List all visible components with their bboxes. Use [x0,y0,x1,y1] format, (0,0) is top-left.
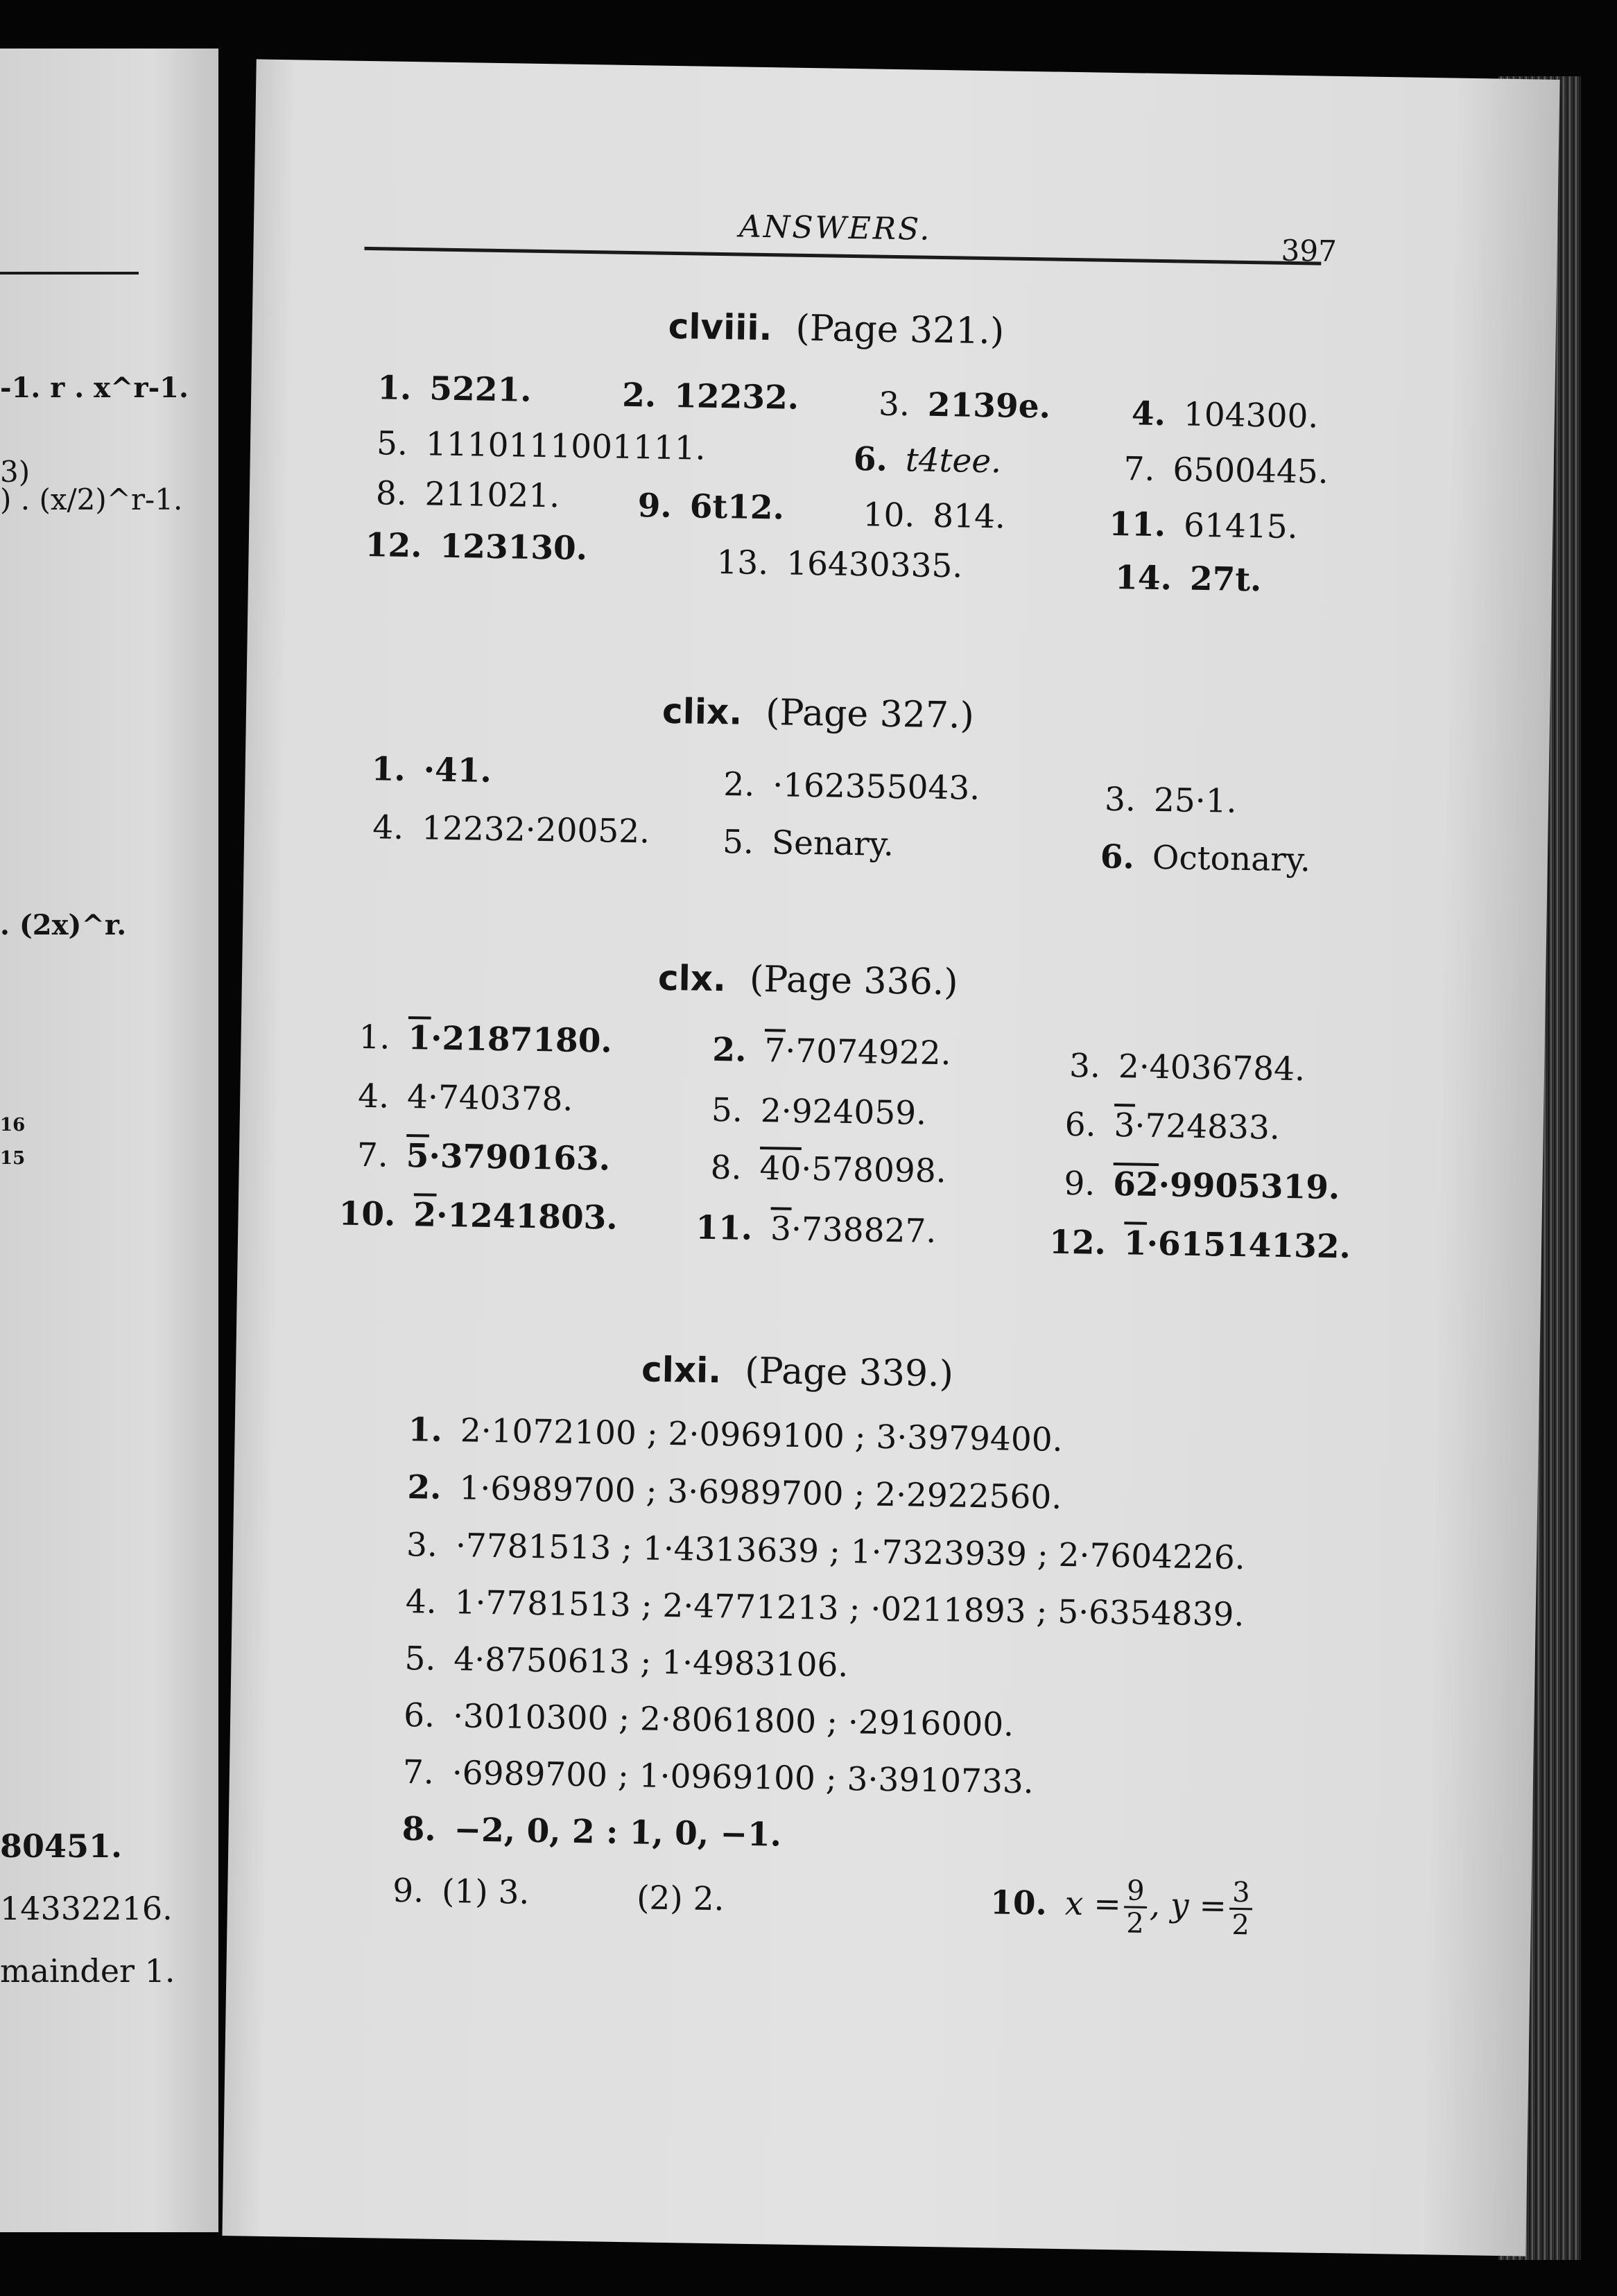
answer-item: 12. 123130. [365,525,588,568]
left-fragment: 14332216. [0,1890,173,1927]
answer-item: 3. 2·4036784. [1069,1047,1306,1089]
page-number: 397 [1281,233,1338,268]
answer-item: 4. 104300. [1131,394,1319,436]
answer-item: 7. 6500445. [1123,450,1329,492]
answer-item: 1. ·41. [371,750,492,790]
answer-item: 9. (1) 3. [392,1871,530,1912]
answer-item: 6. ·3010300 ; 2·8061800 ; ·2916000. [403,1696,1014,1744]
left-page-fragment [0,49,218,2232]
book-page [222,59,1559,2256]
answer-item: 4. 12232·20052. [372,808,650,851]
page-reference: (Page 336.) [749,958,959,1004]
answer-item: 1. 2·1072100 ; 2·0969100 ; 3·3979400. [408,1411,1064,1459]
answer-item: 7. ·6989700 ; 1·0969100 ; 3·3910733. [402,1753,1035,1802]
answer-item: 4. 4·740378. [357,1077,573,1119]
answer-item: 8. 211021. [375,474,560,516]
section-heading-clix [662,690,975,737]
section-label: clxi. [641,1349,722,1391]
left-fragment: . (2x)^r. [0,909,127,941]
answer-item: 2. ·162355043. [723,765,980,808]
header-rule [364,247,1321,266]
answer-item: 1. 5221. [377,369,533,410]
page-reference: (Page 327.) [765,692,975,737]
answer-item: 5. 2·924059. [711,1090,927,1133]
section-label: clviii. [668,306,773,349]
left-fragment: 15 [0,1148,26,1169]
left-fragment: mainder 1. [0,1952,175,1990]
answer-item: 6. 3·724833. [1064,1105,1281,1147]
answer-item: (2) 2. [636,1879,725,1919]
answer-item: 5. Senary. [722,823,894,864]
section-label: clx. [657,957,727,1000]
answer-item: 10. 814. [863,496,1006,537]
answer-item: 10. 2·1241803. [338,1194,619,1237]
answer-item: 5. 1110111001111. [376,424,706,468]
answer-item: 7. 5·3790163. [356,1136,611,1179]
answer-item: 1. 1·2187180. [358,1018,613,1061]
left-fragment: 80451. [0,1827,123,1865]
answer-item: 2. 12232. [621,376,799,417]
left-fragment: 3) [0,455,31,489]
answer-item: 8. 40·578098. [710,1148,947,1191]
answer-item: 11. 3·738827. [695,1208,937,1251]
answer-item: 3. ·7781513 ; 1·4313639 ; 1·7323939 ; 2·7604226. [406,1526,1246,1578]
running-title: ANSWERS. [738,209,932,247]
answer-item: 2. 7·7074922. [711,1030,951,1073]
answer-item: 6. Octonary. [1100,837,1311,880]
answer-item: 6. t4tee. [853,440,1002,481]
page-reference: (Page 321.) [795,307,1005,353]
left-fragment: -1. r . x^r-1. [0,372,189,404]
left-fragment: ) . (x/2)^r-1. [0,482,183,516]
page-reference: (Page 339.) [744,1350,954,1395]
section-label: clix. [662,690,743,733]
answer-item: 2. 1·6989700 ; 3·6989700 ; 2·2922560. [407,1468,1062,1517]
section-heading-clviii [668,306,1005,353]
fraction: $\frac{9}{2}$ [1123,1875,1148,1939]
answer-item: 3. 2139e. [878,385,1051,426]
answer-item: 13. 16430335. [716,543,963,586]
answer-item: 3. 25·1. [1104,780,1238,821]
answer-item: 12. 1·61514132. [1048,1223,1351,1267]
left-fragment: 16 [0,1115,26,1136]
section-heading-clx [657,957,959,1004]
section-heading-clxi [641,1349,954,1395]
answer-item: 4. 1·7781513 ; 2·4771213 ; ·0211893 ; 5·6354839. [405,1583,1245,1635]
answer-item: 5. 4·8750613 ; 1·4983106. [404,1640,849,1685]
answer-item: 8. −2, 0, 2 : 1, 0, −1. [401,1810,782,1854]
fraction: $\frac{3}{2}$ [1229,1877,1253,1941]
answer-item: 14. 27t. [1114,558,1262,600]
answer-item: 11. 61415. [1108,505,1299,547]
answer-item: 9. 62·9905319. [1064,1164,1340,1208]
answer-item-fraction: 10. x = $\frac{9}{2}$ , y = $\frac{3}{2}$ [989,1873,1256,1940]
answer-item: 9. 6t12. [637,487,785,528]
left-page-rule [0,272,139,275]
